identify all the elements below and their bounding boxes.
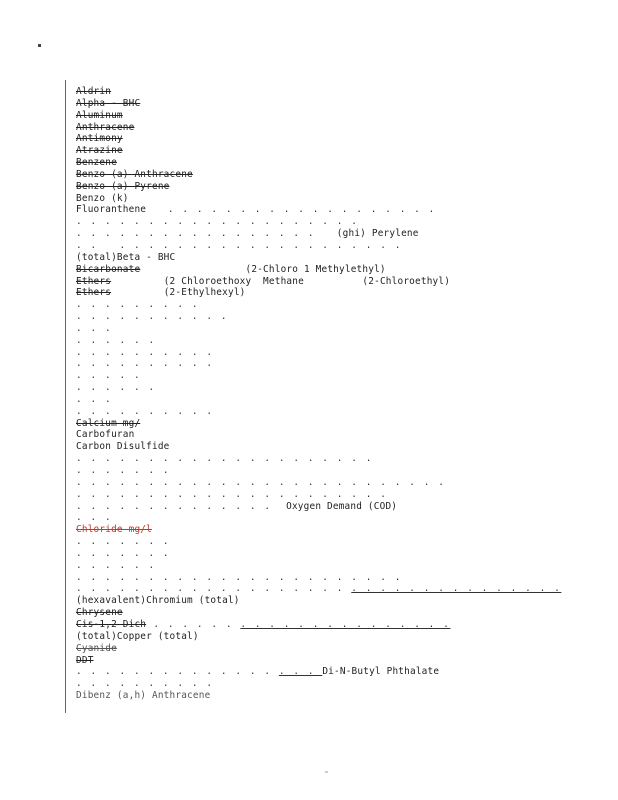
list-line bbox=[76, 299, 596, 311]
illegible-text: . . . . . . . . . . bbox=[76, 678, 214, 690]
illegible-text: . . . bbox=[76, 393, 113, 405]
list-line bbox=[76, 382, 596, 394]
list-line: Carbon Disulfide bbox=[76, 441, 170, 453]
list-line bbox=[76, 406, 596, 418]
illegible-text: . . . . . . . . . . . . . . . . . . . bbox=[76, 583, 352, 595]
list-line: Atrazine bbox=[76, 145, 123, 157]
list-line: Ethers (2-Ethylhexyl) bbox=[76, 287, 246, 299]
list-line: Anthracene bbox=[76, 121, 135, 133]
illegible-text: . . . . . . . . . . . bbox=[76, 311, 229, 323]
list-line: . . . . . . . . . . . . . . . . . (ghi) Perylene bbox=[76, 228, 419, 240]
list-line bbox=[76, 536, 596, 548]
list-line bbox=[76, 465, 596, 477]
illegible-text: . . . . . . . . . . . . . . . . . . . . . bbox=[76, 453, 374, 465]
illegible-text: . . . . . . . . . . bbox=[76, 346, 214, 358]
list-line: Dibenz (a,h) Anthracene bbox=[76, 690, 211, 702]
illegible-text: . . . . . . . . . . . . . . . . . . . . bbox=[76, 216, 359, 228]
list-line bbox=[76, 311, 596, 323]
illegible-text: . . . . . . . . . . . . . . . . . bbox=[76, 228, 337, 240]
list-line: Benzo (k) bbox=[76, 192, 129, 204]
list-line bbox=[76, 560, 596, 572]
list-line: . . . . . . . . . . . . . . . . . Di-N-Butyl Phthalate bbox=[76, 666, 440, 678]
list-line bbox=[76, 678, 596, 690]
list-line bbox=[76, 394, 596, 406]
illegible-text: . . . . . . . . . . . . . . . . . . . . . . bbox=[76, 488, 388, 500]
illegible-text: . . . . . . . . . . . . . . bbox=[76, 500, 287, 512]
list-line: . . . . . . . . . . . . . . Oxygen Demand (COD) bbox=[76, 500, 398, 512]
list-line: Aluminum bbox=[76, 109, 123, 121]
illegible-text: . . . . . . . . . . . . . . . . . . . bbox=[146, 204, 436, 216]
list-line: DDT bbox=[76, 654, 94, 666]
illegible-text: . . . . . . . bbox=[76, 465, 171, 476]
illegible-text: . . . . . . . . . . bbox=[76, 358, 214, 370]
list-line bbox=[76, 323, 596, 335]
list-line bbox=[76, 489, 596, 501]
list-line: Antimony bbox=[76, 133, 123, 145]
list-line: Fluoranthene . . . . . . . . . . . . . . . . . . . bbox=[76, 204, 436, 216]
list-line bbox=[76, 216, 596, 228]
list-line: Benzo (a) Pyrene bbox=[76, 180, 170, 192]
illegible-text: . . . . . . . . . . . . . . . bbox=[351, 583, 562, 595]
list-line bbox=[76, 370, 596, 382]
list-line bbox=[76, 347, 596, 359]
illegible-text: . . . . . . . . . . . . . . . . . . . . . . bbox=[76, 239, 402, 251]
illegible-text: . . . . . . . bbox=[76, 547, 171, 559]
illegible-text: . . . . . . . . . . . . . . . . . . . . . . . . . . bbox=[76, 476, 446, 488]
illegible-text: . . . . . . . . . . . . . . . . . . . . . . . bbox=[76, 571, 402, 583]
list-line bbox=[76, 477, 596, 489]
list-line: Calcium mg/ bbox=[76, 417, 141, 429]
list-line bbox=[76, 583, 596, 595]
illegible-text: . . . . . . . . . bbox=[76, 299, 200, 311]
illegible-text: . . . . . . bbox=[76, 382, 156, 394]
speck-mark bbox=[38, 44, 41, 47]
list-line: Cis-1,2 Dich . . . . . . . . . . . . . . . . . . . . . bbox=[76, 618, 451, 630]
illegible-text: . . . . . . . bbox=[76, 536, 171, 548]
illegible-text: . . . . . bbox=[76, 370, 142, 382]
pollutant-list bbox=[76, 86, 596, 702]
list-line: Chrysene bbox=[76, 607, 123, 619]
list-line bbox=[76, 335, 596, 347]
list-line bbox=[76, 453, 596, 465]
illegible-text: . . . bbox=[278, 666, 323, 678]
list-line bbox=[76, 358, 596, 370]
illegible-text: . . . . . . bbox=[76, 334, 156, 346]
illegible-text: . . . . . . bbox=[146, 618, 241, 630]
illegible-text: . . . . . . . . . . . . . . . bbox=[240, 618, 451, 630]
illegible-text: . . . . . . bbox=[76, 559, 156, 571]
illegible-text: . . . bbox=[76, 512, 113, 524]
list-line: (total)Beta - BHC bbox=[76, 251, 176, 263]
illegible-text: . . . bbox=[76, 322, 113, 334]
list-line: Cyanide bbox=[76, 642, 117, 654]
list-line: Benzo (a) Anthracene bbox=[76, 168, 193, 180]
list-line: Ethers (2 Chloroethoxy Methane (2-Chloroethyl) bbox=[76, 275, 451, 287]
list-line bbox=[76, 548, 596, 560]
list-line: Benzene bbox=[76, 157, 117, 169]
list-line bbox=[76, 512, 596, 524]
list-line: Aldrin bbox=[76, 86, 112, 97]
list-line: Chloride mg/l bbox=[76, 524, 152, 536]
illegible-text: . . . . . . . . . . bbox=[76, 405, 214, 417]
illegible-text: . . . . . . . . . . . . . . bbox=[76, 666, 279, 678]
list-line: Bicarbonate (2-Chloro 1 Methylethyl) bbox=[76, 263, 386, 275]
list-line bbox=[76, 240, 596, 252]
list-line: Alpha - BHC bbox=[76, 97, 141, 109]
list-line: (total)Copper (total) bbox=[76, 630, 199, 642]
list-line: Carbofuran bbox=[76, 429, 135, 441]
list-line bbox=[76, 572, 596, 584]
list-line: (hexavalent)Chromium (total) bbox=[76, 595, 240, 607]
